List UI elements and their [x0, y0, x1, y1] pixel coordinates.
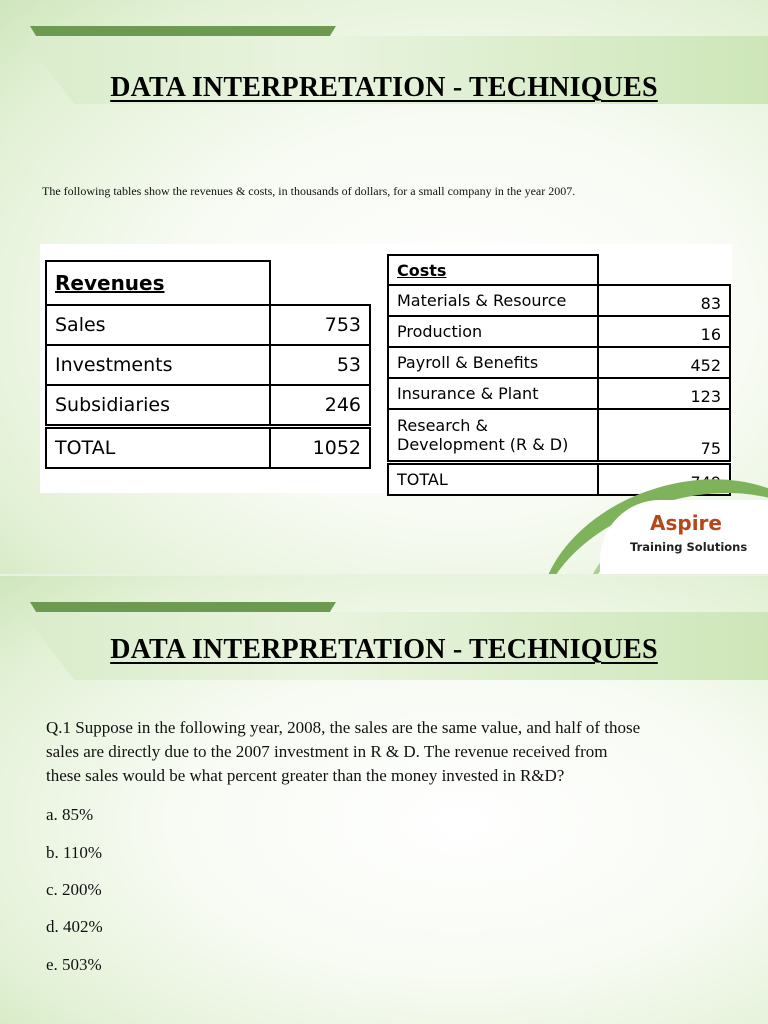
- row-label: Materials & Resource: [388, 285, 598, 316]
- revenues-header: Revenues: [46, 261, 270, 305]
- top-accent-bar: [30, 602, 336, 612]
- row-value: 16: [598, 316, 730, 347]
- question-line: Q.1 Suppose in the following year, 2008, the sales are the same value, and half of those: [46, 718, 641, 737]
- row-label: Investments: [46, 345, 270, 385]
- row-label: Insurance & Plant: [388, 378, 598, 409]
- answer-option-b: b. 110%: [46, 843, 103, 862]
- table-row: [388, 316, 730, 347]
- costs-table: [387, 254, 731, 496]
- row-value: 75: [598, 409, 730, 463]
- total-value: 1052: [270, 427, 370, 469]
- page-title: DATA INTERPRETATION - TECHNIQUES: [110, 634, 658, 665]
- table-row: [388, 378, 730, 409]
- table-row: [46, 305, 370, 345]
- answer-option-d: d. 402%: [46, 917, 103, 936]
- slide-2: [0, 576, 768, 1024]
- row-value: 246: [270, 385, 370, 427]
- total-value: 749: [598, 463, 730, 496]
- row-value: 123: [598, 378, 730, 409]
- row-value: 53: [270, 345, 370, 385]
- table-row: [46, 345, 370, 385]
- brand-tagline: Training Solutions: [630, 540, 748, 554]
- row-label: [388, 409, 598, 463]
- total-label: TOTAL: [46, 427, 270, 469]
- intro-text: The following tables show the revenues & costs, in thousands of dollars, for a small company in the year 2007.: [42, 184, 576, 198]
- table-row: [46, 385, 370, 427]
- row-label: Production: [388, 316, 598, 347]
- costs-header: Costs: [388, 255, 598, 285]
- row-label: Subsidiaries: [46, 385, 270, 427]
- answer-option-e: e. 503%: [46, 955, 102, 974]
- row-value: 452: [598, 347, 730, 378]
- table-row: [388, 409, 730, 463]
- question-line: these sales would be what percent greater than the money invested in R&D?: [46, 766, 565, 785]
- row-value: 83: [598, 285, 730, 316]
- question-text: [46, 716, 736, 788]
- revenues-table: [45, 260, 371, 469]
- question-line: sales are directly due to the 2007 investment in R & D. The revenue received from: [46, 742, 608, 761]
- total-row: [46, 427, 370, 469]
- row-label-line-1: Research &: [397, 416, 488, 435]
- row-label-line-2: Development (R & D): [397, 435, 569, 454]
- total-label: TOTAL: [388, 463, 598, 496]
- row-value: 753: [270, 305, 370, 345]
- top-accent-bar: [30, 26, 336, 36]
- answer-option-a: a. 85%: [46, 805, 94, 824]
- table-row: [388, 347, 730, 378]
- brand-logo: Aspire: [650, 511, 722, 535]
- row-label: Sales: [46, 305, 270, 345]
- table-row: [388, 285, 730, 316]
- page-title: DATA INTERPRETATION - TECHNIQUES: [110, 72, 658, 103]
- row-label: Payroll & Benefits: [388, 347, 598, 378]
- answer-option-c: c. 200%: [46, 880, 102, 899]
